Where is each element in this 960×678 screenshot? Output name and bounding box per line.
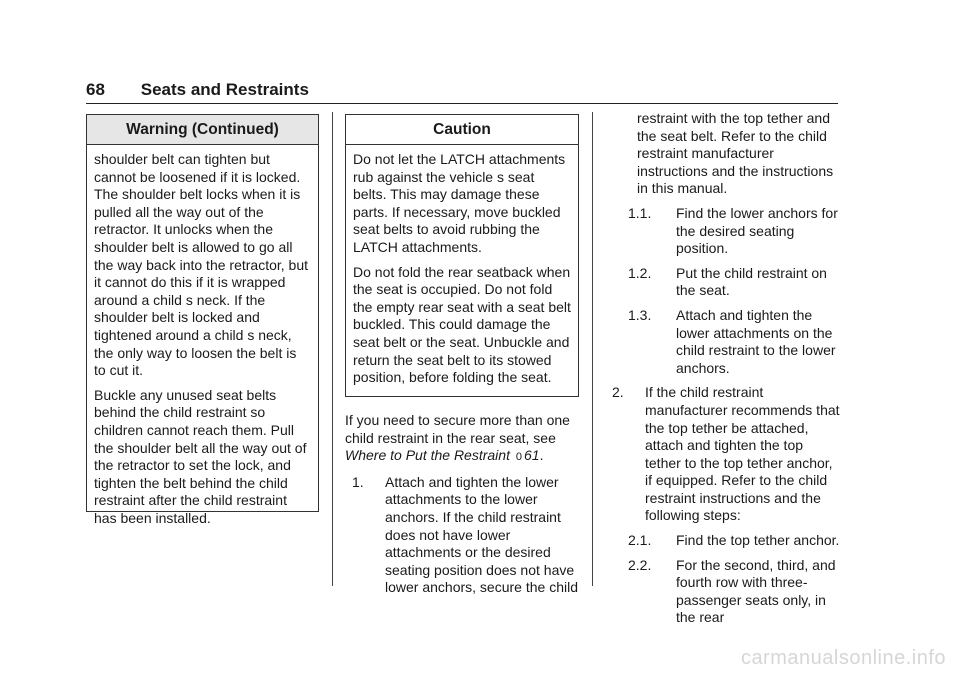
section-title: Seats and Restraints	[140, 80, 309, 99]
step-1	[345, 474, 581, 597]
page-header	[86, 80, 838, 104]
intro-text: If you need to secure more than one child restraint in the rear seat, see	[345, 412, 570, 446]
step-1-continued: restraint with the top tether and the seat belt. Refer to the child restraint manufacturer instructions and the instructions in this manual.	[637, 110, 834, 197]
watermark: carmanualsonline.info	[740, 647, 946, 669]
caution-paragraph-2: Do not fold the rear seatback when the seat is occupied. Do not fold the empty rear seat with a seat belt buckled. This could damage the seat belt or the seat. Unbuckle and return the seat belt to its stowed position, before folding the seat.	[353, 263, 571, 386]
substep-text: Put the child restraint on the seat.	[676, 264, 827, 299]
warning-box	[86, 114, 319, 526]
intro-period: .	[539, 447, 544, 464]
substep-number: 1.2.	[628, 264, 652, 281]
step-text: Attach and tighten the lower attachments to the lower anchors. If the child restraint does not have lower attachments or the desired seating position does not have lower anchors, secure the child	[385, 473, 578, 596]
step-text: If the child restraint manufacturer recommends that the top tether be attached, attach and tighten the top tether to the top tether anchor, if equipped. Refer to the child restraint instructions and the following steps:	[645, 384, 840, 524]
caution-title: Caution	[346, 115, 578, 145]
substep-text: Find the top tether anchor.	[676, 532, 840, 549]
column-divider-2	[592, 112, 593, 586]
substep-2-2	[605, 557, 841, 627]
intro-paragraph	[345, 412, 581, 467]
substep-text: For the second, third, and fourth row with three-passenger seats only, in the rear	[676, 556, 836, 626]
caution-paragraph-1: Do not let the LATCH attachments rub against the vehicle s seat belts. This may damage these parts. If necessary, move buckled seat belts to avoid rubbing the LATCH attachments.	[353, 151, 566, 255]
substep-number: 2.1.	[628, 532, 652, 549]
column-3-text	[605, 110, 841, 634]
caution-box	[345, 114, 579, 397]
substep-text: Find the lower anchors for the desired seating position.	[676, 204, 838, 257]
substep-number: 2.2.	[628, 556, 652, 573]
substep-1-1	[605, 205, 841, 258]
page-reference-icon: 0	[515, 451, 522, 464]
substep-1-2	[605, 265, 841, 300]
step-number: 2.	[612, 384, 624, 401]
warning-paragraph-2: Buckle any unused seat belts behind the child restraint so children cannot reach them. Pull the shoulder belt all the way out of the retractor to set the lock, and tighten the belt behind the child restraint after the child restraint has been installed.	[94, 386, 307, 526]
column-divider-1	[332, 112, 333, 586]
substep-text: Attach and tighten the lower attachments on the child restraint to the lower anchors.	[676, 306, 836, 376]
substep-1-3	[605, 307, 841, 377]
warning-title: Warning (Continued)	[87, 115, 318, 145]
substep-number: 1.3.	[628, 306, 652, 323]
cross-reference-link[interactable]: Where to Put the Restraint	[345, 447, 510, 464]
substep-2-1	[605, 532, 841, 550]
step-number: 1.	[352, 473, 364, 490]
substep-number: 1.1.	[628, 204, 652, 221]
column-2-text	[345, 412, 581, 604]
step-2	[605, 384, 841, 525]
warning-paragraph-1: shoulder belt can tighten but cannot be loosened if it is locked. The shoulder belt locks when it is pulled all the way out of the retractor. It unlocks when the shoulder belt is allowed to go all the way back into the retractor, but it cannot do this if it is wrapped around a child s neck. If the shoulder belt is locked and tightened around a child s neck, the only way to loosen the belt is to cut it.	[94, 151, 309, 379]
cross-reference-page[interactable]: 61	[523, 447, 540, 464]
page-number: 68	[86, 80, 105, 99]
